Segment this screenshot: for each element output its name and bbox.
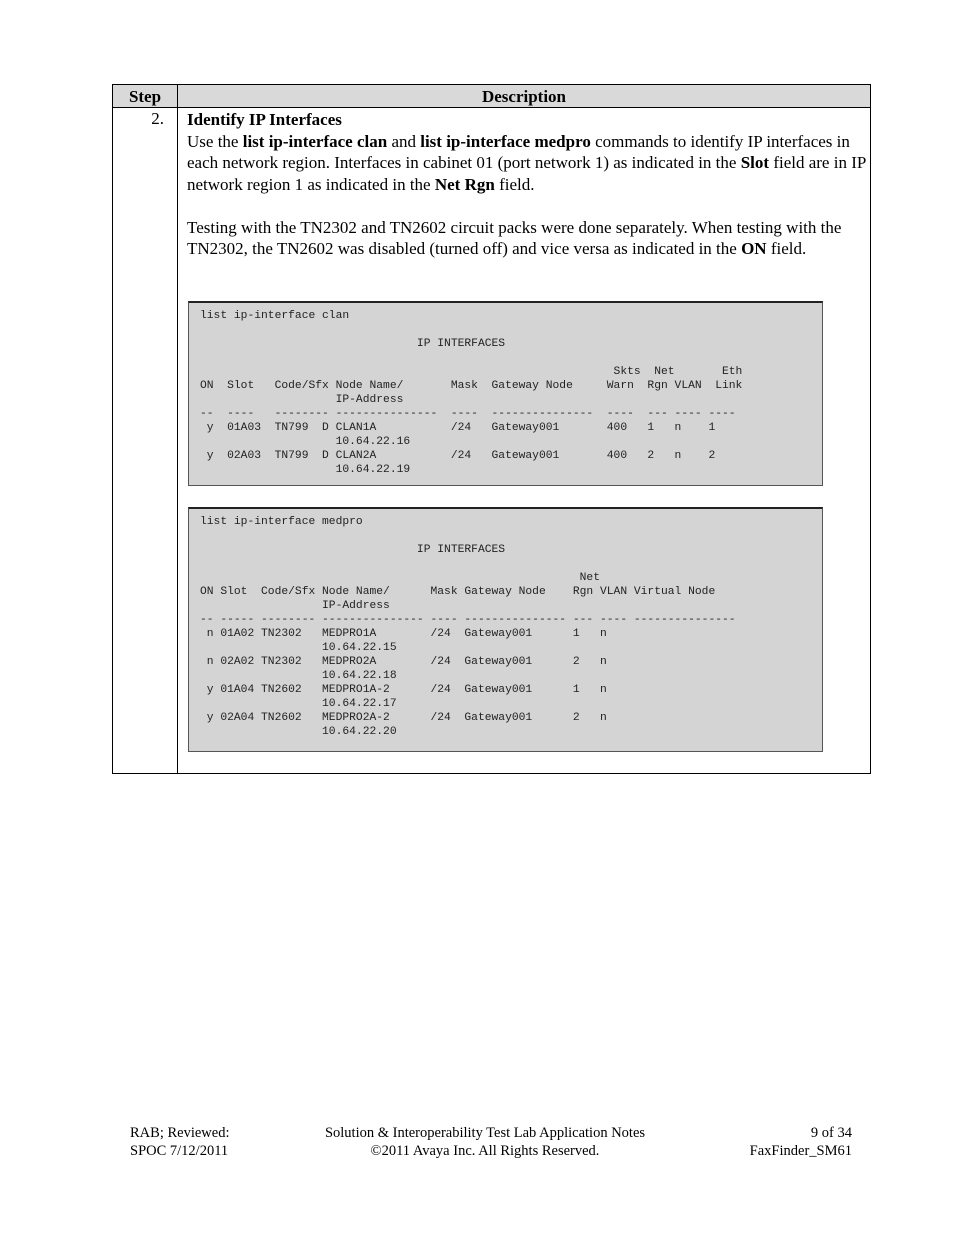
screen-clan [188, 301, 823, 486]
screen-medpro [188, 507, 823, 752]
table-header [113, 85, 870, 108]
paragraph-testing: Testing with the TN2302 and TN2602 circuit packs were done separately. When testing with the TN2302, the TN2602 was disabled (turned off) and vice versa as indicated in the ON field. [187, 217, 842, 258]
footer-left: RAB; Reviewed: SPOC 7/12/2011 [130, 1125, 230, 1159]
step-number: 2. [151, 109, 164, 128]
header-step: Step [128, 87, 162, 106]
footer-center: Solution & Interoperability Test Lab Application Notes ©2011 Avaya Inc. All Rights Reserved. [324, 1125, 646, 1159]
screen-medpro-text: list ip-interface medpro IP INTERFACES Net ON Slot Code/Sfx Node Name/ Mask Gateway Node Rgn VLAN Virtual Node IP-Address -- ----- -------- --------------- ---- --------------- --- ---- --------------- n 01A02 TN2302 MEDPRO1A /24 Gateway001 1 n 10.64.22.15 n 02A02 TN2302 MEDPRO2A /24 Gateway001 2 n 10.64.22.18 y 01A04 TN2602 MEDPRO1A-2 /24 Gateway001 1 n 10.64.22.17 y 02A04 TN2602 MEDPRO2A-2 /24 Gateway001 2 n 10.64.22.20 [200, 516, 736, 738]
step-description [187, 109, 867, 260]
screen-clan-text: list ip-interface clan IP INTERFACES Skts Net Eth ON Slot Code/Sfx Node Name/ Mask Gateway Node Warn Rgn VLAN Link IP-Address -- ---- -------- --------------- ---- --------------- ---- --- ---- ---- y 01A03 TN799 D CLAN1A /24 Gateway001 400 1 n 1 10.64.22.16 y 02A03 TN799 D CLAN2A /24 Gateway001 400 2 n 2 10.64.22.19 [200, 310, 743, 476]
paragraph-commands: Use the list ip-interface clan and list ip-interface medpro commands to identify IP interfaces in each network region. Interfaces in cabinet 01 (port network 1) as indicated in the Slot field are in IP network region 1 as indicated in the Net Rgn field. [187, 131, 866, 194]
column-divider [177, 85, 178, 773]
footer-right: 9 of 34 FaxFinder_SM61 [749, 1125, 852, 1159]
step-title: Identify IP Interfaces [187, 110, 342, 129]
step-table [112, 84, 871, 774]
header-description: Description [481, 87, 567, 106]
